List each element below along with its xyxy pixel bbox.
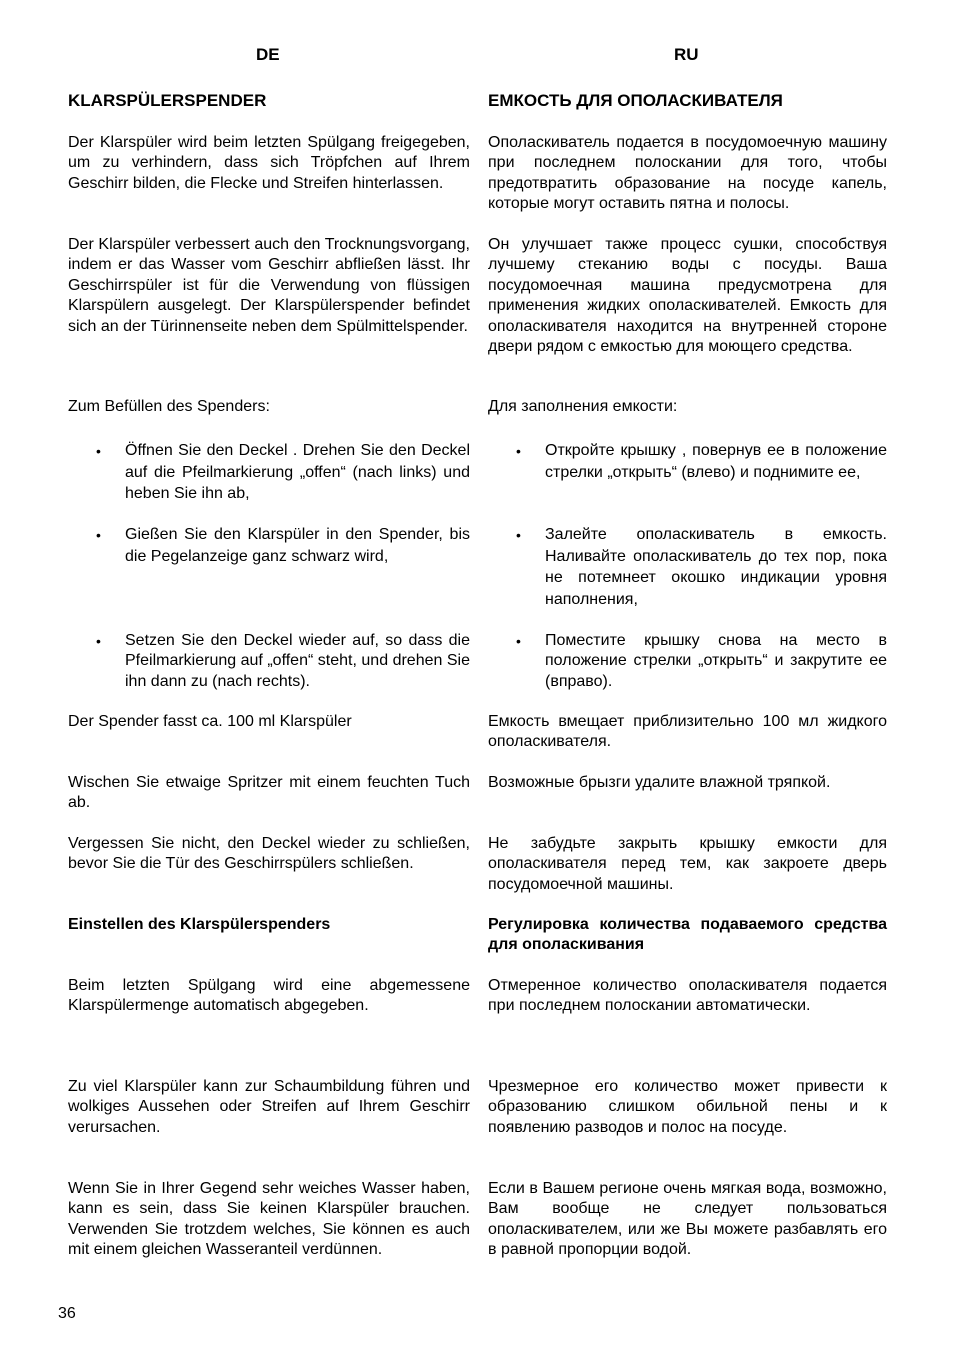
ru-paragraph-4: Чрезмерное его количество может привести к образованию слишком обильной пены и к появлению разводов и полос на посуде. [488, 1078, 887, 1136]
de-bullet-2: Gießen Sie den Klarspüler in den Spender, bis die Pegelanzeige ganz schwarz wird, [125, 526, 470, 565]
bullet-icon: • [516, 443, 521, 459]
lang-de-header: DE [256, 45, 280, 64]
de-fill-intro: Zum Befüllen des Spenders: [68, 398, 270, 415]
ru-paragraph-1: Ополаскиватель подается в посудомоечную машину при последнем полоскании для того, чтобы предотвратить образование на посуде капель, которые могут оставить пятна и полосы. [488, 134, 887, 213]
de-paragraph-3: Beim letzten Spülgang wird eine abgemessene Klarspülermenge automatisch abgegeben. [68, 977, 470, 1015]
ru-paragraph-2: Он улучшает также процесс сушки, способствуя лучшему стеканию воды с посуды. Ваша посудомоечная машина предусмотрена для применения жидких ополаскивателей. Емкость для ополаскивателя находится на внутренней стороне двери рядом с емкостью для моющего средства. [488, 236, 887, 356]
de-paragraph-5: Wenn Sie in Ihrer Gegend sehr weiches Wasser haben, kann es sein, dass Sie keinen Klarspüler brauchen. Verwenden Sie trotzdem welches, Sie können es auch mit einem gleichen Wasseranteil verdünnen. [68, 1180, 470, 1259]
ru-paragraph-5: Если в Вашем регионе очень мягкая вода, возможно, Вам вообще не следует пользоваться ополаскивателем, или же Вы можете разбавлять его в равной пропорции водой. [488, 1180, 887, 1259]
de-bullet-3: Setzen Sie den Deckel wieder auf, so dass die Pfeilmarkierung auf „offen“ steht, und drehen Sie ihn dann zu (nach rechts). [125, 632, 470, 690]
bullet-icon: • [96, 633, 101, 649]
ru-close-reminder: Не забудьте закрыть крышку емкости для ополаскивателя перед тем, как закроете дверь посудомоечной машины. [488, 835, 887, 893]
ru-subtitle: Регулировка количества подаваемого средства для ополаскивания [488, 916, 887, 954]
ru-bullet-1: Откройте крышку , повернув ее в положение стрелки „открыть“ (влево) и поднимите ее, [545, 442, 887, 481]
bullet-icon: • [96, 527, 101, 543]
ru-fill-intro: Для заполнения емкости: [488, 398, 678, 415]
de-title: KLARSPÜLERSPENDER [68, 91, 267, 110]
ru-title: ЕМКОСТЬ ДЛЯ ОПОЛАСКИВАТЕЛЯ [488, 91, 783, 110]
ru-bullet-2: Залейте ополаскиватель в емкость. Наливайте ополаскиватель до тех пор, пока не потемнеет окошко индикации уровня наполнения, [545, 526, 887, 608]
de-bullet-1: Öffnen Sie den Deckel . Drehen Sie den Deckel auf die Pfeilmarkierung „offen“ (nach links) und heben Sie ihn ab, [125, 442, 470, 502]
ru-bullet-3: Поместите крышку снова на место в положение стрелки „открыть“ и закрутите ее (вправо). [545, 632, 887, 690]
de-paragraph-2: Der Klarspüler verbessert auch den Trocknungsvorgang, indem er das Wasser vom Geschirr abfließen lässt. Ihr Geschirrspüler ist für die Verwendung von flüssigen Klarspülern ausgelegt. Der Klarspülerspender befindet sich an der Türinnenseite neben dem Spülmittelspender. [68, 236, 470, 335]
de-capacity: Der Spender fasst ca. 100 ml Klarspüler [68, 713, 352, 730]
bullet-icon: • [516, 527, 521, 543]
ru-wipe: Возможные брызги удалите влажной тряпкой. [488, 774, 831, 791]
bullet-icon: • [96, 443, 101, 459]
bullet-icon: • [516, 633, 521, 649]
ru-capacity: Емкость вмещает приблизительно 100 мл жидкого ополаскивателя. [488, 713, 887, 751]
de-subtitle: Einstellen des Klarspülerspenders [68, 916, 331, 933]
lang-ru-header: RU [674, 45, 699, 64]
ru-paragraph-3: Отмеренное количество ополаскивателя подается при последнем полоскании автоматически. [488, 977, 887, 1015]
de-wipe: Wischen Sie etwaige Spritzer mit einem feuchten Tuch ab. [68, 774, 470, 812]
de-paragraph-1: Der Klarspüler wird beim letzten Spülgang freigegeben, um zu verhindern, dass sich Tröpfchen auf Ihrem Geschirr bilden, die Flecke und Streifen hinterlassen. [68, 134, 470, 192]
de-paragraph-4: Zu viel Klarspüler kann zur Schaumbildung führen und wolkiges Aussehen oder Streifen auf Ihrem Geschirr verursachen. [68, 1078, 470, 1136]
de-close-reminder: Vergessen Sie nicht, den Deckel wieder zu schließen, bevor Sie die Tür des Geschirrspülers schließen. [68, 835, 470, 873]
page-number: 36 [58, 1305, 76, 1322]
